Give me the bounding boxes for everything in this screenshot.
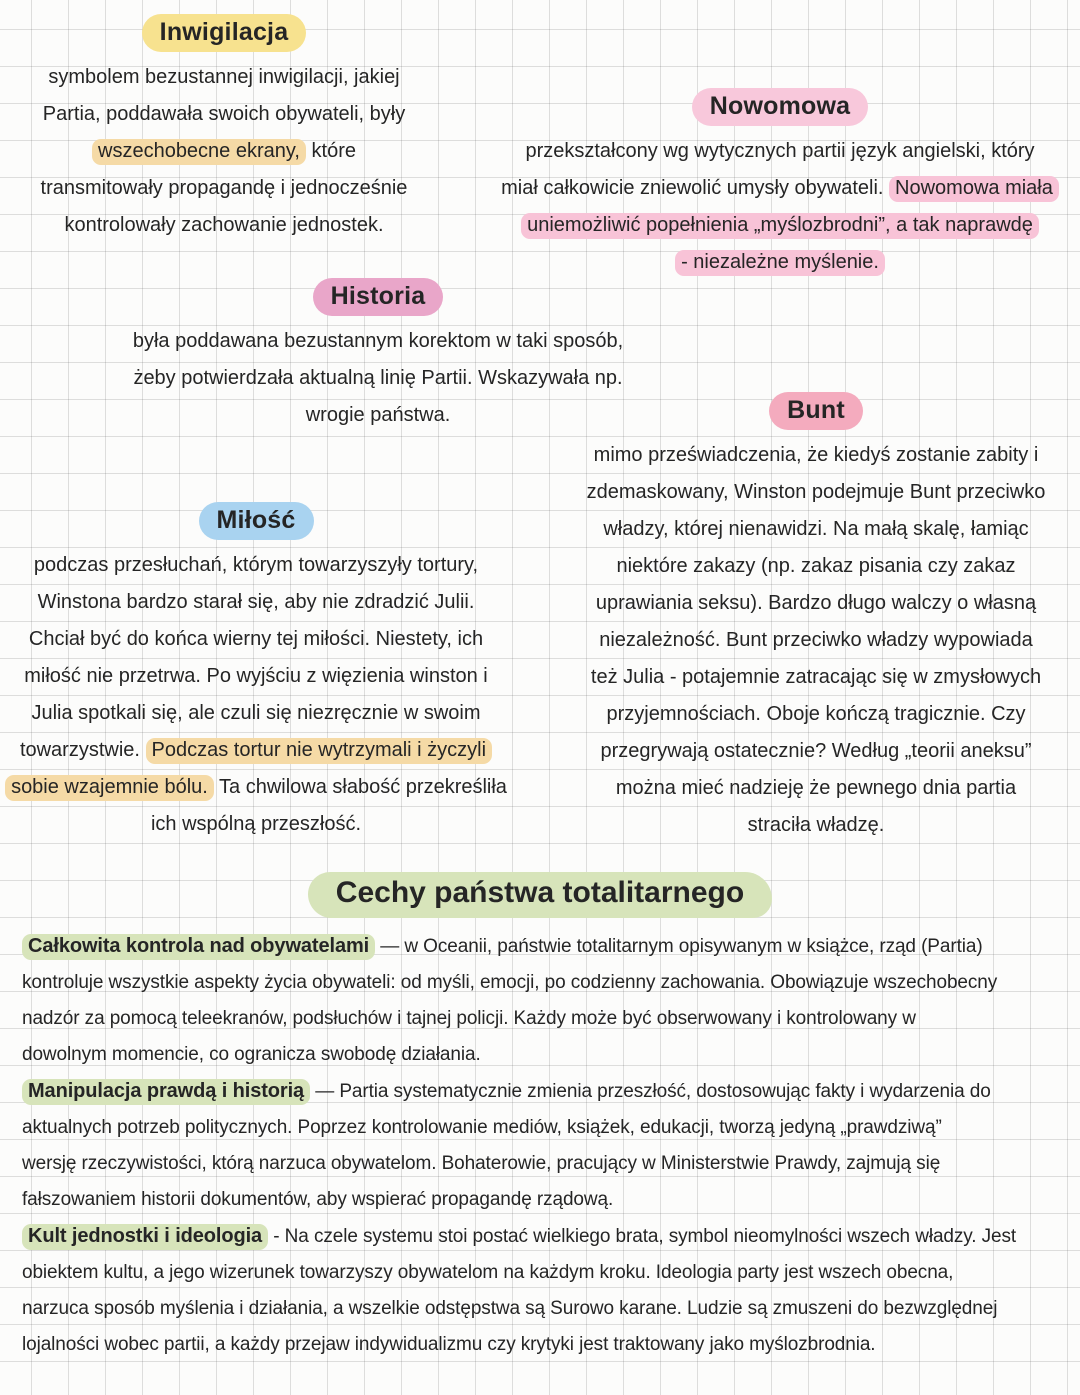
text-segment: mimo przeświadczenia, że kiedyś zostanie zabity i: [593, 444, 1039, 466]
note-line: [22, 1291, 1062, 1327]
note-line: [8, 59, 440, 96]
main-heading: Cechy państwa totalitarnego: [308, 872, 772, 918]
note-line: [22, 1037, 1062, 1073]
note-section-bunt: [556, 392, 1076, 844]
text-segment: nadzór za pomocą teleekranów, podsłuchów i tajnej policji. Każdy może być obserwowany i kontrolowany w: [22, 1008, 916, 1029]
note-line: [22, 1146, 1062, 1182]
note-line: [22, 1001, 1062, 1037]
note-line: [556, 474, 1076, 511]
text-segment: uprawiania seksu). Bardzo długo walczy o własną: [595, 592, 1037, 614]
features-list: [22, 928, 1062, 1363]
text-segment: władzy, której nienawidzi. Na małą skalę, łamiąc: [603, 518, 1029, 540]
note-line: [22, 928, 1062, 965]
text-segment: niektóre zakazy (np. zakaz pisania czy zakaz: [616, 555, 1016, 577]
text-segment: niezależność. Bunt przeciwko władzy wypowiada: [599, 629, 1033, 651]
text-segment: - Na czele systemu stoi postać wielkiego brata, symbol nieomylności wszech władzy. Jest: [268, 1226, 1017, 1247]
text-segment: obiektem kultu, a jego wizerunek towarzyszy obywatelom na każdym kroku. Ideologia party jest wszech obecna,: [22, 1262, 954, 1283]
highlighted-text: sobie wzajemnie bólu.: [5, 775, 214, 801]
feature-paragraph: [22, 1218, 1062, 1363]
note-line: [556, 585, 1076, 622]
note-section-milosc: [4, 502, 508, 843]
note-line: [556, 659, 1076, 696]
text-segment: transmitowały propagandę i jednocześnie: [40, 177, 408, 199]
text-segment: ich wspólną przeszłość.: [150, 813, 362, 835]
text-segment: Julia spotkali się, ale czuli się niezręcznie w swoim: [31, 702, 481, 724]
section-title-pill: Nowomowa: [692, 88, 869, 126]
text-segment: przekształcony wg wytycznych partii język angielski, który: [525, 140, 1035, 162]
text-segment: wrogie państwa.: [305, 404, 451, 426]
note-line: [22, 1327, 1062, 1363]
note-line: [4, 732, 508, 769]
highlighted-text: Nowomowa miała: [889, 176, 1059, 202]
highlighted-text: Całkowita kontrola nad obywatelami: [22, 934, 375, 960]
section-title-pill: Inwigilacja: [142, 14, 307, 52]
note-line: [8, 170, 440, 207]
text-segment: fałszowaniem historii dokumentów, aby wspierać propagandę rządową.: [22, 1189, 614, 1210]
text-segment: lojalności wobec partii, a każdy przejaw indywidualizmu czy krytyki jest traktowany jako myślozbrodnia.: [22, 1334, 876, 1355]
note-line: [4, 658, 508, 695]
section-title: [488, 88, 1072, 126]
note-line: [556, 733, 1076, 770]
text-segment: zdemaskowany, Winston podejmuje Bunt przeciwko: [586, 481, 1046, 503]
note-line: [4, 695, 508, 732]
text-segment: kontrolowały zachowanie jednostek.: [64, 214, 384, 236]
note-line: [22, 1255, 1062, 1291]
section-title: [4, 502, 508, 540]
text-segment: dowolnym momencie, co ogranicza swobodę działania.: [22, 1044, 481, 1065]
note-line: [4, 769, 508, 806]
text-segment: można mieć nadzieję że pewnego dnia partia: [615, 777, 1017, 799]
note-line: [22, 1073, 1062, 1110]
text-segment: straciła władzę.: [747, 814, 885, 836]
highlighted-text: Manipulacja prawdą i historią: [22, 1079, 310, 1105]
note-line: [8, 96, 440, 133]
text-segment: wersję rzeczywistości, którą narzuca obywatelom. Bohaterowie, pracujący w Ministerstwie Prawdy, zajmują się: [22, 1153, 941, 1174]
note-line: [8, 207, 440, 244]
section-title: [8, 14, 440, 52]
text-segment: — Partia systematycznie zmienia przeszłość, dostosowując fakty i wydarzenia do: [310, 1081, 991, 1102]
section-title-pill: Miłość: [199, 502, 314, 540]
text-segment: przyjemnościach. Oboje kończą tragicznie. Czy: [606, 703, 1026, 725]
text-segment: Chciał być do końca wierny tej miłości. Niestety, ich: [28, 628, 484, 650]
note-line: [488, 244, 1072, 281]
text-segment: symbolem bezustannej inwigilacji, jakiej: [48, 66, 400, 88]
text-segment: też Julia - potajemnie zatracając się w zmysłowych: [590, 666, 1042, 688]
note-line: [4, 547, 508, 584]
text-segment: podczas przesłuchań, którym towarzyszyły tortury,: [33, 554, 479, 576]
feature-paragraph: [22, 1073, 1062, 1218]
note-line: [556, 437, 1076, 474]
note-line: [22, 1218, 1062, 1255]
text-segment: aktualnych potrzeb politycznych. Poprzez kontrolowanie mediów, książek, edukacji, tworzą jedyną „prawdziwą”: [22, 1117, 942, 1138]
text-segment: miłość nie przetrwa. Po wyjściu z więzienia winston i: [24, 665, 488, 687]
note-section-inwigilacja: [8, 14, 440, 244]
note-line: [22, 965, 1062, 1001]
note-line: [4, 806, 508, 843]
note-line: [8, 133, 440, 170]
text-segment: towarzystwie.: [19, 739, 146, 761]
note-line: [4, 621, 508, 658]
note-line: [556, 511, 1076, 548]
note-line: [556, 807, 1076, 844]
highlighted-text: Podczas tortur nie wytrzymali i życzyli: [146, 738, 493, 764]
section-title-pill: Bunt: [769, 392, 863, 430]
text-segment: przegrywają ostatecznie? Według „teorii aneksu”: [600, 740, 1032, 762]
text-segment: była poddawana bezustannym korektom w taki sposób,: [132, 330, 624, 352]
main-heading-wrap: [0, 872, 1080, 918]
note-line: [556, 696, 1076, 733]
highlighted-text: uniemożliwić popełnienia „myślozbrodni”, a tak naprawdę: [521, 213, 1039, 239]
note-line: [22, 1182, 1062, 1218]
text-segment: Partia, poddawała swoich obywateli, były: [42, 103, 406, 125]
text-segment: żeby potwierdzała aktualną linię Partii. Wskazywała np.: [133, 367, 623, 389]
note-line: [488, 133, 1072, 170]
section-title: [108, 278, 648, 316]
note-line: [556, 770, 1076, 807]
note-line: [22, 1110, 1062, 1146]
feature-paragraph: [22, 928, 1062, 1073]
highlighted-text: Kult jednostki i ideologia: [22, 1224, 268, 1250]
text-segment: Winstona bardzo starał się, aby nie zdradzić Julii.: [37, 591, 475, 613]
text-segment: kontroluje wszystkie aspekty życia obywateli: od myśli, emocji, po codzienny zachowania. Obowiązuje wszechobecny: [22, 972, 998, 993]
note-line: [488, 170, 1072, 207]
text-segment: narzuca sposób myślenia i działania, a wszelkie odstępstwa są Surowo karane. Ludzie są zmuszeni do bezwzględnej: [22, 1298, 998, 1319]
note-line: [556, 548, 1076, 585]
text-segment: Ta chwilowa słabość przekreśliła: [213, 776, 507, 798]
note-line: [556, 622, 1076, 659]
text-segment: które: [305, 140, 356, 162]
highlighted-text: - niezależne myślenie.: [675, 250, 885, 276]
section-title-pill: Historia: [313, 278, 444, 316]
note-line: [4, 584, 508, 621]
highlighted-text: wszechobecne ekrany,: [92, 139, 306, 165]
text-segment: miał całkowicie zniewolić umysły obywateli.: [501, 177, 890, 199]
text-segment: — w Oceanii, państwie totalitarnym opisywanym w książce, rząd (Partia): [375, 936, 983, 957]
note-line: [108, 323, 648, 360]
note-line: [488, 207, 1072, 244]
note-section-nowomowa: [488, 88, 1072, 281]
section-title: [556, 392, 1076, 430]
